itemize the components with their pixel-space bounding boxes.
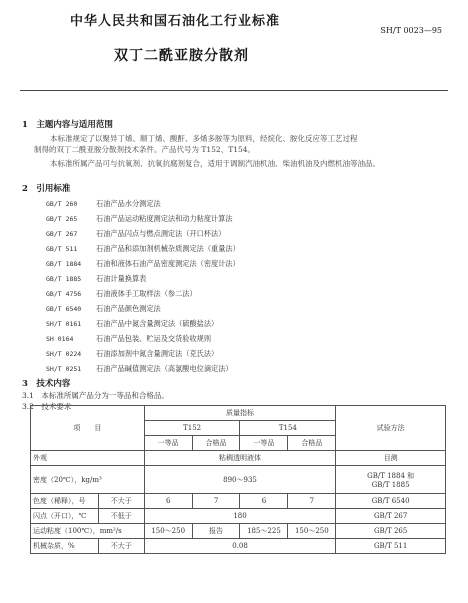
reference-code: GB/T 511: [46, 245, 78, 253]
table-row: [31, 509, 446, 524]
reference-code: GB/T 260: [46, 200, 78, 208]
technical-requirements-table: [30, 405, 446, 554]
table-header-row: [31, 406, 446, 421]
item-header: 项 目: [31, 406, 145, 451]
reference-code: SH 0164: [46, 335, 74, 343]
method-cell: GB/T 511: [336, 539, 446, 554]
value-cell: 185～225: [240, 524, 288, 539]
issuing-organization: 中华人民共和国石油化工行业标准: [70, 14, 281, 29]
reference-name: 石油产品运动粘度测定法和动力粘度计算法: [96, 214, 233, 223]
section-1-para-1-line-2: 制得的双丁二酰亚胺分散剂技术条件。产品代号为 T152、T154。: [34, 145, 256, 154]
item-cell: 机械杂质，%: [31, 539, 99, 554]
reference-name: 石油产品颜色测定法: [96, 304, 161, 313]
section-1-heading: 1 主题内容与适用范围: [22, 120, 113, 130]
section-3-heading: 3 技术内容: [22, 379, 71, 389]
reference-name: 石油产品包装、贮运及交货验收规则: [96, 334, 212, 343]
reference-name: 石油液体手工取样法（参二法）: [96, 289, 197, 298]
reference-name: 石油产品和添加剂机械杂质测定法（重量法）: [96, 244, 240, 253]
reference-name: 石油产品闪点与燃点测定法（开口杯法）: [96, 229, 226, 238]
document-title: 双丁二酰亚胺分散剂: [114, 48, 249, 64]
item-cell: 闪点（开口），℃: [31, 509, 99, 524]
table-row: [31, 524, 446, 539]
value-cell: 6: [144, 494, 192, 509]
reference-item: [46, 349, 218, 359]
t154-header: T154: [240, 421, 336, 436]
section-2-heading: 2 引用标准: [22, 184, 71, 194]
table-row: [31, 451, 446, 466]
reference-item: [46, 364, 233, 374]
value-cell: 150～250: [288, 524, 336, 539]
condition-cell: 不大于: [98, 494, 144, 509]
clause-3-2: 3.2 技术要求: [22, 402, 72, 411]
item-cell: 密度（20℃），kg/m³: [31, 466, 145, 494]
method-cell: GB/T 6540: [336, 494, 446, 509]
condition-cell: 不大于: [98, 539, 144, 554]
grade-header: 合格品: [192, 436, 240, 451]
reference-item: [46, 259, 240, 269]
grade-header: 合格品: [288, 436, 336, 451]
value-cell: 180: [144, 509, 336, 524]
reference-code: GB/T 1884: [46, 260, 82, 268]
reference-code: GB/T 1885: [46, 275, 82, 283]
reference-item: [46, 244, 240, 254]
reference-name: 石油计量换算表: [96, 274, 147, 283]
value-cell: 7: [288, 494, 336, 509]
test-method-header: 试验方法: [336, 406, 446, 451]
reference-item: [46, 304, 161, 314]
standard-code: SH/T 0023—95: [380, 26, 442, 35]
value-cell: 150～250: [144, 524, 192, 539]
reference-name: 石油添加剂中氮含量测定法（克氏法）: [96, 349, 219, 358]
method-line: GB/T 1884 和: [367, 471, 415, 480]
reference-item: [46, 274, 146, 284]
reference-name: 石油产品中氮含量测定法（硫酸盐法）: [96, 319, 219, 328]
value-cell: 7: [192, 494, 240, 509]
section-1-para-1-line-1: 本标准规定了以聚异丁烯、顺丁烯、酸酐、多烯多胺等为原料，经烷化、胺化反应等工艺过程: [50, 134, 358, 143]
section-1-para-2: 本标准所属产品可与抗氧剂、抗氧抗腐剂复合，适用于调制汽油机油、柴油机油及内燃机油等油品。: [50, 159, 380, 168]
reference-item: [46, 229, 225, 239]
clause-3-1: 3.1 本标准所属产品分为一等品和合格品。: [22, 391, 169, 400]
value-cell: 890～935: [144, 466, 336, 494]
reference-item: [46, 334, 211, 344]
reference-item: [46, 319, 218, 329]
method-cell: GB/T 267: [336, 509, 446, 524]
t152-header: T152: [144, 421, 240, 436]
reference-item: [46, 199, 161, 209]
reference-code: SH/T 0161: [46, 320, 82, 328]
item-cell: 外观: [31, 451, 145, 466]
value-cell: 粘稠透明液体: [144, 451, 336, 466]
reference-code: GB/T 4756: [46, 290, 82, 298]
table-row: [31, 494, 446, 509]
reference-code: SH/T 0224: [46, 350, 82, 358]
reference-item: [46, 289, 197, 299]
reference-name: 石油产品碱值测定法（高氯酸电位滴定法）: [96, 364, 233, 373]
reference-code: GB/T 265: [46, 215, 78, 223]
table-row: [31, 466, 446, 494]
header-divider: [20, 90, 448, 91]
reference-code: SH/T 0251: [46, 365, 82, 373]
condition-cell: 不低于: [98, 509, 144, 524]
value-cell: 0.08: [144, 539, 336, 554]
method-cell: 目测: [336, 451, 446, 466]
reference-name: 石油产品水分测定法: [96, 199, 161, 208]
value-cell: 6: [240, 494, 288, 509]
item-cell: 色度（稀释），号: [31, 494, 99, 509]
reference-item: [46, 214, 233, 224]
reference-code: GB/T 267: [46, 230, 78, 238]
item-cell: 运动粘度（100℃），mm²/s: [31, 524, 145, 539]
grade-header: 一等品: [144, 436, 192, 451]
method-line: GB/T 1885: [371, 480, 410, 489]
reference-code: GB/T 6540: [46, 305, 82, 313]
table-row: [31, 539, 446, 554]
value-cell: 报告: [192, 524, 240, 539]
reference-name: 石油和液体石油产品密度测定法（密度计法）: [96, 259, 240, 268]
quality-index-header: 质量指标: [144, 406, 336, 421]
grade-header: 一等品: [240, 436, 288, 451]
method-cell: [336, 466, 446, 494]
method-cell: GB/T 265: [336, 524, 446, 539]
